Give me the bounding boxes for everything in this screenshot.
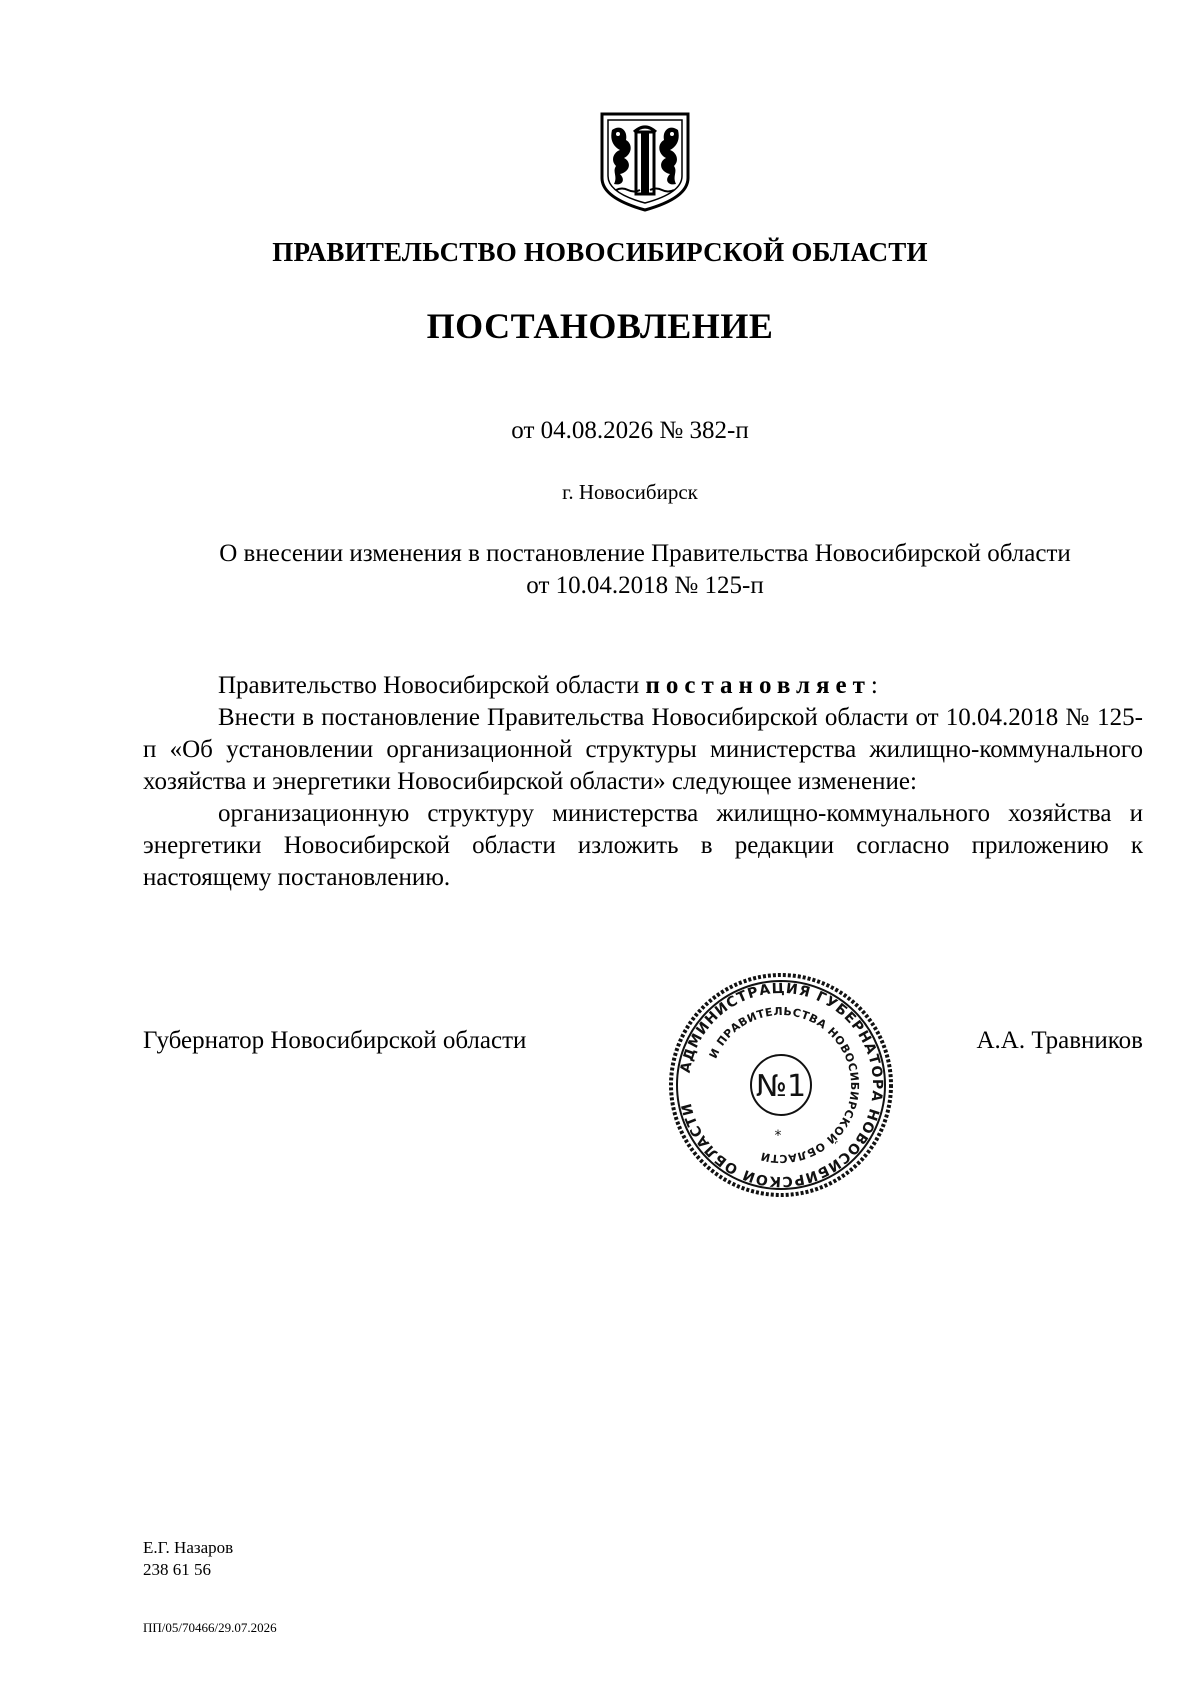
- document-body: [143, 670, 1143, 894]
- executor-name: Е.Г. Назаров: [143, 1538, 234, 1557]
- executor-phone: 238 61 56: [143, 1560, 211, 1579]
- stamp-center-number: №1: [755, 1069, 807, 1104]
- body-paragraph-1: [143, 670, 1143, 702]
- registration-number: ПП/05/70466/29.07.2026: [143, 1620, 277, 1635]
- document-date-number: от 04.08.2026 № 382-п: [511, 417, 749, 444]
- organization-title: ПРАВИТЕЛЬСТВО НОВОСИБИРСКОЙ ОБЛАСТИ: [272, 237, 928, 267]
- stamp-inner-text: И ПРАВИТЕЛЬСТВА НОВОСИБИРСКОЙ ОБЛАСТИ: [706, 1004, 862, 1166]
- coat-of-arms-icon: [598, 110, 692, 212]
- stamp-outer-text: АДМИНИСТРАЦИЯ ГУБЕРНАТОРА НОВОСИБИРСКОЙ ОБЛАСТИ: [677, 980, 886, 1190]
- body-paragraph-1-suffix: :: [870, 672, 878, 699]
- body-paragraph-2: Внести в постановление Правительства Новосибирской области от 10.04.2018 № 125-п «Об установлении организационной структуры министерства жилищно-коммунального хозяйства и энергетики Новосибирской области» следующее изменение:: [143, 704, 1143, 795]
- subject-line-1: О внесении изменения в постановление Правительства Новосибирской области: [219, 540, 1071, 567]
- resolution-keyword: постановляет: [645, 672, 871, 699]
- body-paragraph-1-prefix: Правительство Новосибирской области: [218, 672, 646, 699]
- svg-text:*: *: [774, 1128, 782, 1144]
- executor-block: [143, 1537, 233, 1581]
- document-city: г. Новосибирск: [562, 480, 698, 504]
- official-stamp: [666, 970, 896, 1200]
- document-subject: [150, 538, 1140, 602]
- signatory-name: А.А. Травников: [976, 1027, 1143, 1054]
- document-type: ПОСТАНОВЛЕНИЕ: [426, 306, 774, 346]
- signatory-title: Губернатор Новосибирской области: [143, 1027, 527, 1054]
- body-paragraph-3: организационную структуру министерства жилищно-коммунального хозяйства и энергетики Новосибирской области изложить в редакции согласно приложению к настоящему постановлению.: [143, 800, 1143, 891]
- subject-line-2: от 10.04.2018 № 125-п: [526, 572, 764, 599]
